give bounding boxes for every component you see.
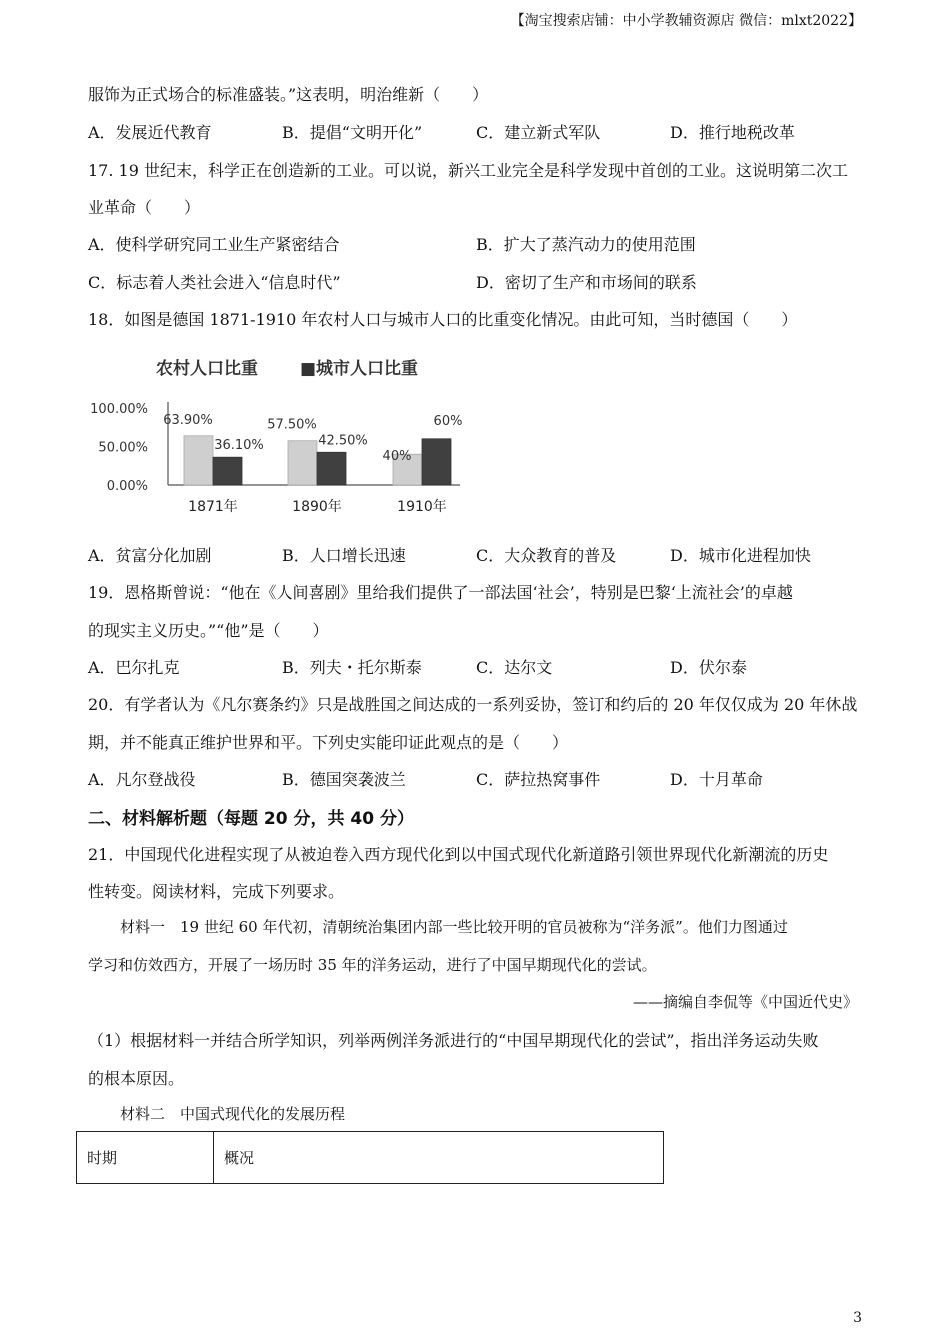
q20-option-a[interactable]: A．凡尔登战役 xyxy=(88,770,196,789)
q19-stem-line2: 的现实主义历史。”“他”是（ ） xyxy=(88,621,329,640)
bar-urban xyxy=(317,452,346,485)
q18-option-d[interactable]: D．城市化进程加快 xyxy=(670,546,811,565)
q16-option-a[interactable]: A．发展近代教育 xyxy=(88,123,212,142)
q21-stem-line2: 性转变。阅读材料，完成下列要求。 xyxy=(88,882,345,901)
q17-option-d[interactable]: D．密切了生产和市场间的联系 xyxy=(476,273,697,292)
data-label: 42.50% xyxy=(318,433,368,449)
table-header-overview: 概况 xyxy=(214,1132,664,1184)
bar-rural xyxy=(184,436,213,485)
data-label: 63.90% xyxy=(163,412,213,428)
development-table xyxy=(76,1131,664,1184)
y-tick-label: 0.00% xyxy=(106,479,148,494)
material1-line2: 学习和仿效西方，开展了一场历时 35 年的洋务运动，进行了中国早期现代化的尝试。 xyxy=(88,956,657,974)
material1-source: ——摘编自李侃等《中国近代史》 xyxy=(632,993,858,1011)
q19-stem-line1: 19．恩格斯曾说：“他在《人间喜剧》里给我们提供了一部法国‘社会’，特别是巴黎‘上流社会’的卓越 xyxy=(88,583,793,602)
q16-option-d[interactable]: D．推行地税改革 xyxy=(670,123,795,142)
y-tick-label: 100.00% xyxy=(90,402,148,417)
q21-sub1-line1: （1）根据材料一并结合所学知识，列举两例洋务派进行的“中国早期现代化的尝试”，指出洋务运动失败 xyxy=(88,1031,819,1050)
q16-continuation: 服饰为正式场合的标准盛装。”这表明，明治维新（ ） xyxy=(88,85,489,104)
bar-urban xyxy=(213,457,242,485)
q19-option-d[interactable]: D．伏尔泰 xyxy=(670,658,747,677)
q20-stem-line1: 20．有学者认为《凡尔赛条约》只是战胜国之间达成的一系列妥协，签订和约后的 20 年仅仅成为 20 年休战 xyxy=(88,695,858,714)
population-chart xyxy=(88,348,468,526)
page-number: 3 xyxy=(853,1310,862,1326)
q18-option-a[interactable]: A．贫富分化加剧 xyxy=(88,546,212,565)
x-tick-label: 1890年 xyxy=(292,499,342,515)
q16-option-b[interactable]: B．提倡“文明开化” xyxy=(282,123,423,142)
x-tick-label: 1871年 xyxy=(188,499,238,515)
q16-option-c[interactable]: C．建立新式军队 xyxy=(476,123,601,142)
q19-option-a[interactable]: A．巴尔扎克 xyxy=(88,658,180,677)
x-tick-label: 1910年 xyxy=(397,499,447,515)
q17-option-b[interactable]: B．扩大了蒸汽动力的使用范围 xyxy=(476,235,696,254)
q17-stem-line1: 17. 19 世纪末，科学正在创造新的工业。可以说，新兴工业完全是科学发现中首创的工业。这说明第二次工 xyxy=(88,161,848,180)
q21-stem-line1: 21．中国现代化进程实现了从被迫卷入西方现代化到以中国式现代化新道路引领世界现代化新潮流的历史 xyxy=(88,845,829,864)
bar-urban xyxy=(422,439,451,485)
q20-stem-line2: 期，并不能真正维护世界和平。下列史实能印证此观点的是（ ） xyxy=(88,733,569,752)
section-2-heading: 二、材料解析题（每题 20 分，共 40 分） xyxy=(88,809,414,829)
q20-option-d[interactable]: D．十月革命 xyxy=(670,770,763,789)
y-tick-label: 50.00% xyxy=(98,440,148,456)
q21-sub1-line2: 的根本原因。 xyxy=(88,1069,185,1088)
legend-urban: ■城市人口比重 xyxy=(300,359,419,379)
data-label: 60% xyxy=(433,413,463,429)
bar-rural xyxy=(288,441,317,485)
table-header-period: 时期 xyxy=(77,1132,214,1184)
q18-option-b[interactable]: B．人口增长迅速 xyxy=(282,546,406,565)
q17-option-a[interactable]: A．使科学研究同工业生产紧密结合 xyxy=(88,235,340,254)
material2-title: 材料二 中国式现代化的发展历程 xyxy=(120,1105,346,1123)
q17-option-c[interactable]: C．标志着人类社会进入“信息时代” xyxy=(88,273,341,292)
q20-option-c[interactable]: C．萨拉热窝事件 xyxy=(476,770,601,789)
q19-option-b[interactable]: B．列夫・托尔斯泰 xyxy=(282,658,422,677)
data-label: 40% xyxy=(382,449,412,465)
legend-rural: 农村人口比重 xyxy=(156,359,258,379)
q18-stem: 18．如图是德国 1871-1910 年农村人口与城市人口的比重变化情况。由此可知，当时德国（ ） xyxy=(88,310,798,329)
q17-stem-line2: 业革命（ ） xyxy=(88,198,201,217)
material1-line1: 材料一 19 世纪 60 年代初，清朝统治集团内部一些比较开明的官员被称为“洋务派”。他们力图通过 xyxy=(120,918,788,936)
page-header: 【淘宝搜索店铺：中小学教辅资源店 微信：mlxt2022】 xyxy=(510,13,862,29)
q18-option-c[interactable]: C．大众教育的普及 xyxy=(476,546,617,565)
table-row xyxy=(77,1132,664,1184)
q20-option-b[interactable]: B．德国突袭波兰 xyxy=(282,770,406,789)
data-label: 57.50% xyxy=(267,417,317,433)
data-label: 36.10% xyxy=(214,438,264,454)
q19-option-c[interactable]: C．达尔文 xyxy=(476,658,553,677)
